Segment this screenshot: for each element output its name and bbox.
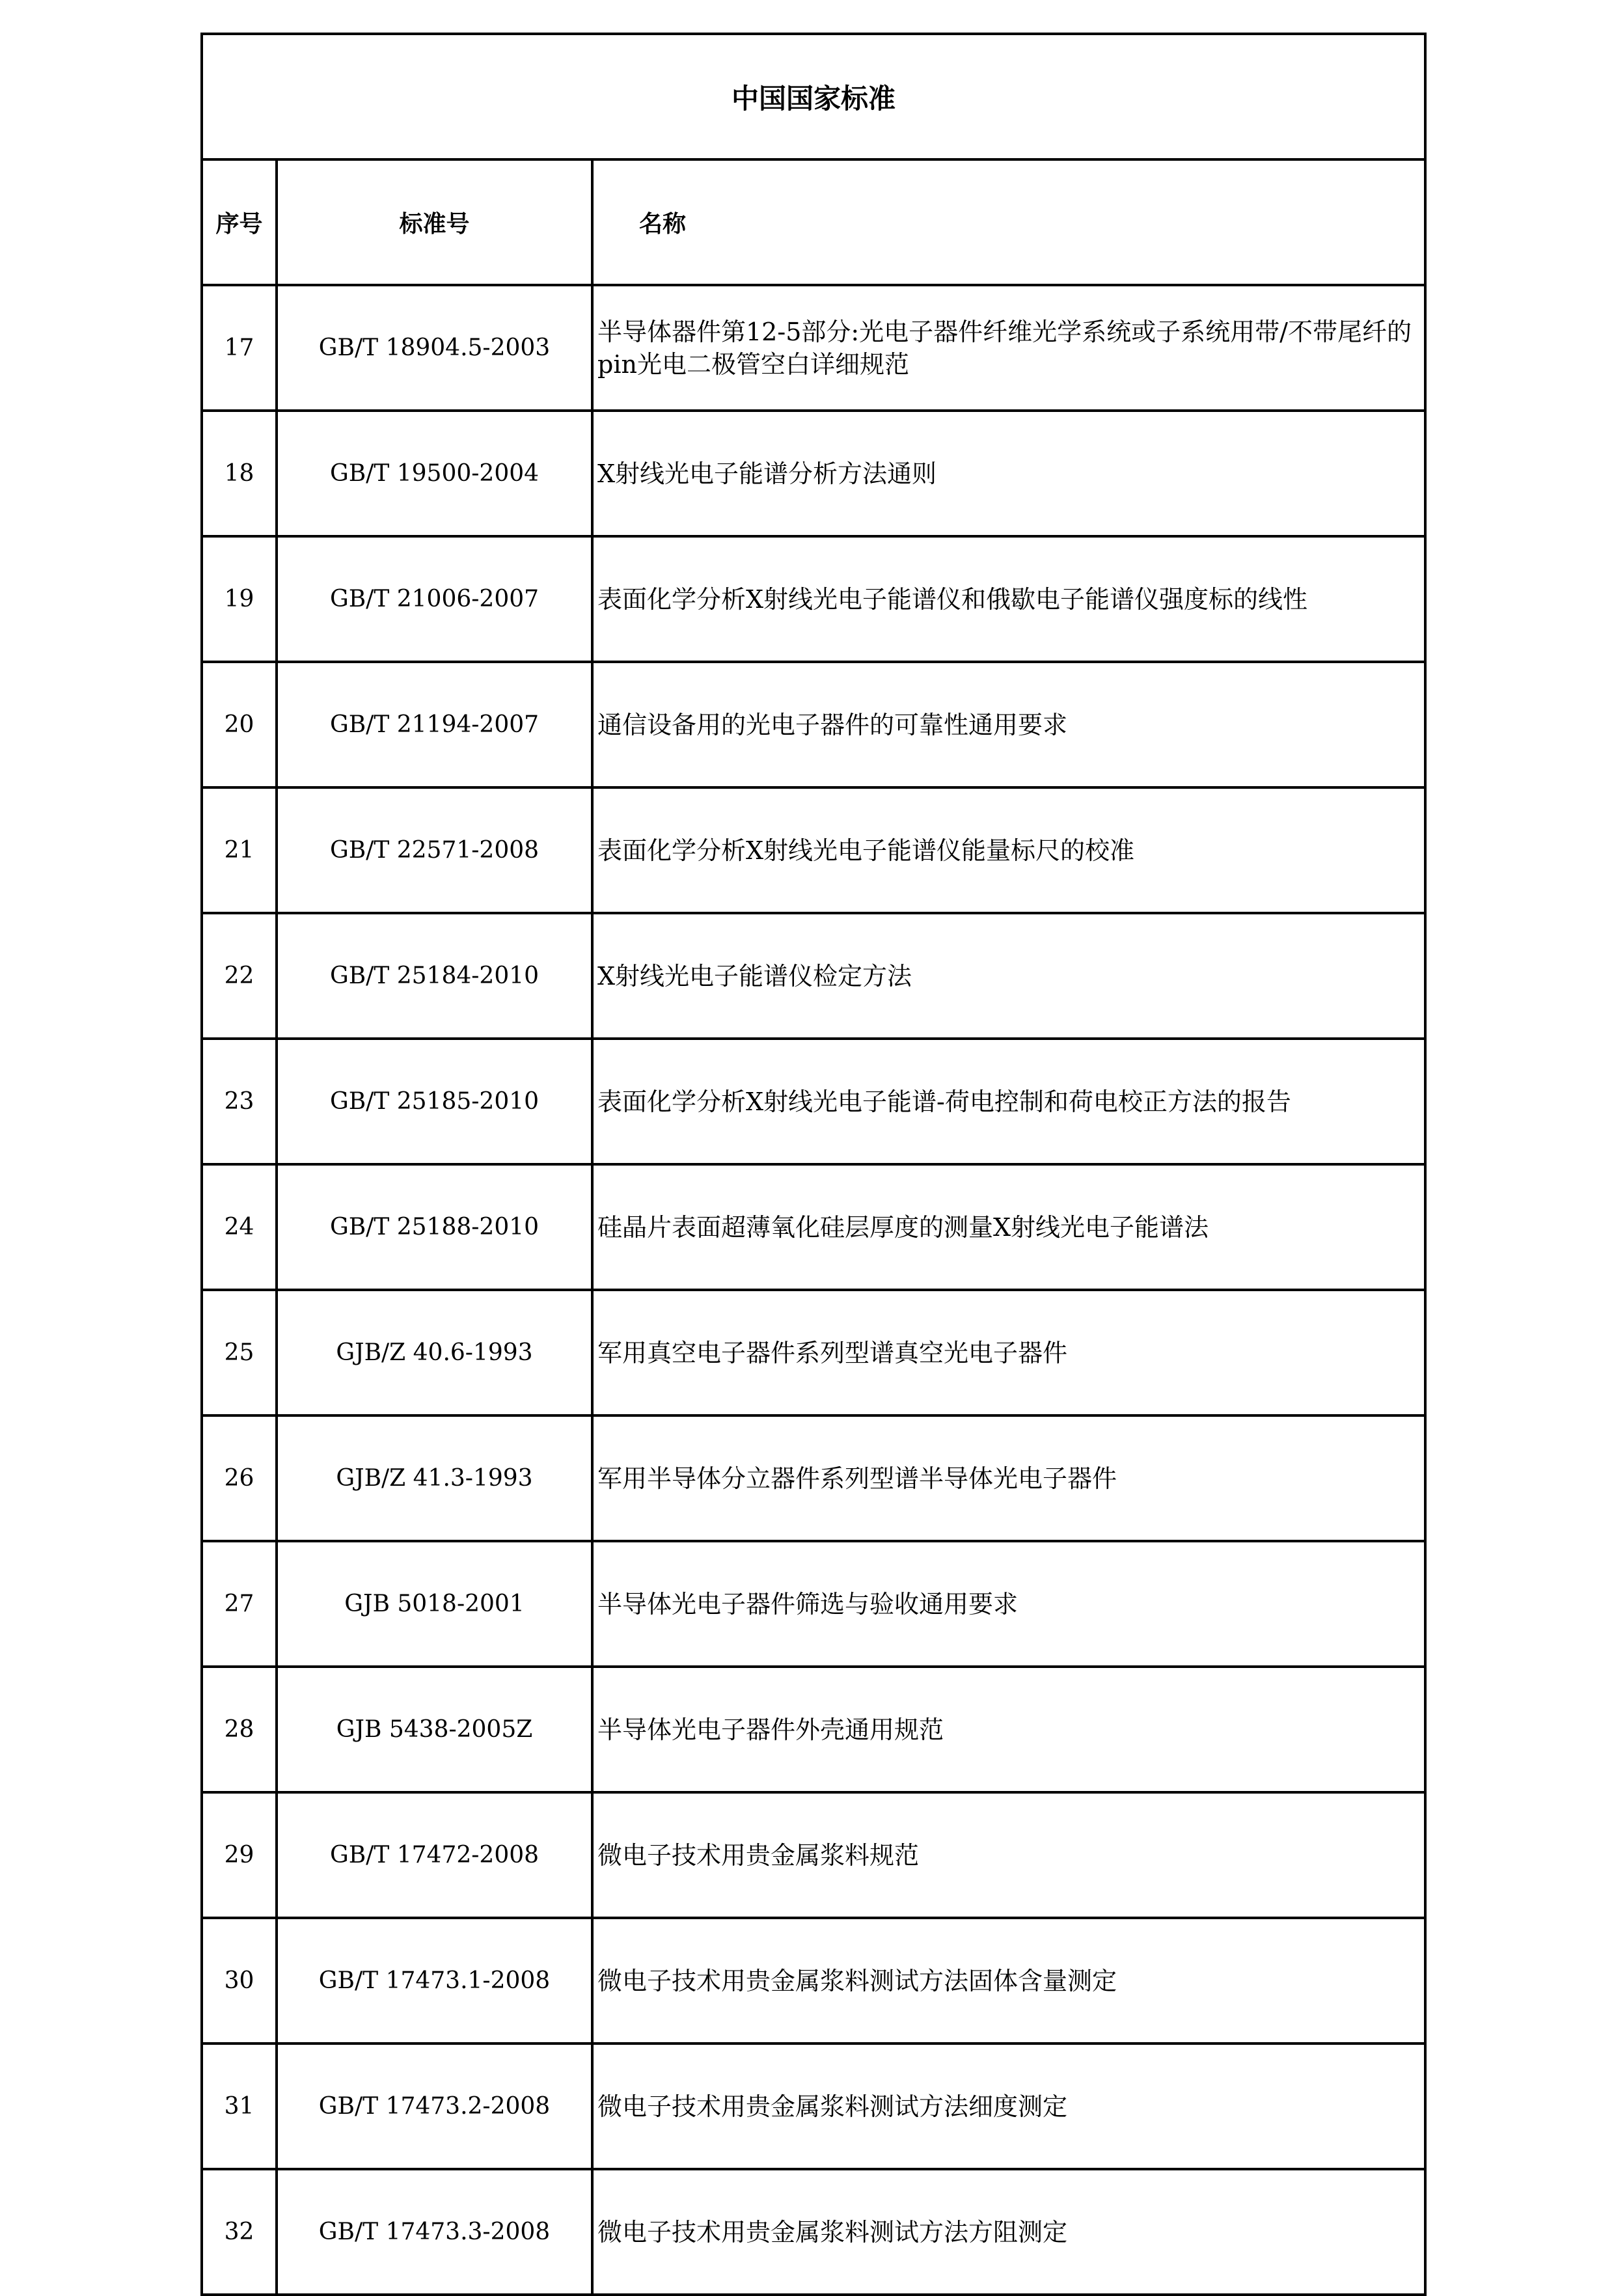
row-standard-code: GJB 5438-2005Z	[277, 1667, 592, 1792]
row-seq: 28	[202, 1667, 277, 1792]
table-row	[202, 662, 1425, 787]
row-standard-name: 硅晶片表面超薄氧化硅层厚度的测量X射线光电子能谱法	[592, 1164, 1425, 1290]
row-standard-name: 军用半导体分立器件系列型谱半导体光电子器件	[592, 1415, 1425, 1541]
table-row	[202, 1039, 1425, 1164]
row-standard-name: X射线光电子能谱分析方法通则	[592, 411, 1425, 536]
row-standard-name: X射线光电子能谱仪检定方法	[592, 913, 1425, 1039]
row-standard-name: 表面化学分析X射线光电子能谱-荷电控制和荷电校正方法的报告	[592, 1039, 1425, 1164]
table-row	[202, 1667, 1425, 1792]
row-standard-name: 表面化学分析X射线光电子能谱仪能量标尺的校准	[592, 787, 1425, 913]
table-row	[202, 1415, 1425, 1541]
row-standard-code: GB/T 22571-2008	[277, 787, 592, 913]
row-seq: 23	[202, 1039, 277, 1164]
table-title: 中国国家标准	[202, 34, 1425, 159]
row-standard-code: GJB/Z 41.3-1993	[277, 1415, 592, 1541]
row-standard-code: GB/T 17473.2-2008	[277, 2043, 592, 2169]
row-seq: 29	[202, 1792, 277, 1918]
table-row	[202, 411, 1425, 536]
row-standard-name: 微电子技术用贵金属浆料测试方法方阻测定	[592, 2169, 1425, 2295]
table-row	[202, 913, 1425, 1039]
row-standard-code: GB/T 17473.1-2008	[277, 1918, 592, 2043]
table-row	[202, 1918, 1425, 2043]
row-seq: 21	[202, 787, 277, 913]
row-seq: 19	[202, 536, 277, 662]
header-code: 标准号	[277, 159, 592, 285]
row-seq: 17	[202, 285, 277, 411]
row-standard-code: GB/T 18904.5-2003	[277, 285, 592, 411]
row-standard-name: 半导体光电子器件筛选与验收通用要求	[592, 1541, 1425, 1667]
row-standard-name: 军用真空电子器件系列型谱真空光电子器件	[592, 1290, 1425, 1415]
row-standard-code: GB/T 17472-2008	[277, 1792, 592, 1918]
row-seq: 20	[202, 662, 277, 787]
row-seq: 30	[202, 1918, 277, 2043]
row-standard-name: 微电子技术用贵金属浆料测试方法细度测定	[592, 2043, 1425, 2169]
table-row	[202, 787, 1425, 913]
row-standard-code: GB/T 21006-2007	[277, 536, 592, 662]
row-standard-code: GB/T 19500-2004	[277, 411, 592, 536]
standards-table	[200, 33, 1427, 2296]
table-row	[202, 1164, 1425, 1290]
row-seq: 24	[202, 1164, 277, 1290]
table-row	[202, 536, 1425, 662]
row-standard-code: GJB 5018-2001	[277, 1541, 592, 1667]
row-seq: 22	[202, 913, 277, 1039]
row-standard-name: 微电子技术用贵金属浆料测试方法固体含量测定	[592, 1918, 1425, 2043]
row-standard-code: GB/T 25185-2010	[277, 1039, 592, 1164]
row-standard-code: GB/T 17473.3-2008	[277, 2169, 592, 2295]
row-standard-code: GB/T 25188-2010	[277, 1164, 592, 1290]
row-standard-code: GJB/Z 40.6-1993	[277, 1290, 592, 1415]
row-standard-name: 半导体器件第12-5部分:光电子器件纤维光学系统或子系统用带/不带尾纤的pin光电二极管空白详细规范	[592, 285, 1425, 411]
table-row	[202, 2043, 1425, 2169]
header-seq: 序号	[202, 159, 277, 285]
table-row	[202, 1290, 1425, 1415]
table-row	[202, 285, 1425, 411]
table-row	[202, 2169, 1425, 2295]
row-standard-name: 通信设备用的光电子器件的可靠性通用要求	[592, 662, 1425, 787]
table-row	[202, 1541, 1425, 1667]
row-standard-name: 微电子技术用贵金属浆料规范	[592, 1792, 1425, 1918]
row-standard-name: 半导体光电子器件外壳通用规范	[592, 1667, 1425, 1792]
table-row	[202, 1792, 1425, 1918]
header-row	[202, 159, 1425, 285]
row-seq: 25	[202, 1290, 277, 1415]
row-standard-name: 表面化学分析X射线光电子能谱仪和俄歇电子能谱仪强度标的线性	[592, 536, 1425, 662]
row-standard-code: GB/T 25184-2010	[277, 913, 592, 1039]
row-standard-code: GB/T 21194-2007	[277, 662, 592, 787]
row-seq: 32	[202, 2169, 277, 2295]
title-row	[202, 34, 1425, 159]
row-seq: 27	[202, 1541, 277, 1667]
header-name: 名称	[592, 159, 1425, 285]
row-seq: 31	[202, 2043, 277, 2169]
row-seq: 18	[202, 411, 277, 536]
row-seq: 26	[202, 1415, 277, 1541]
